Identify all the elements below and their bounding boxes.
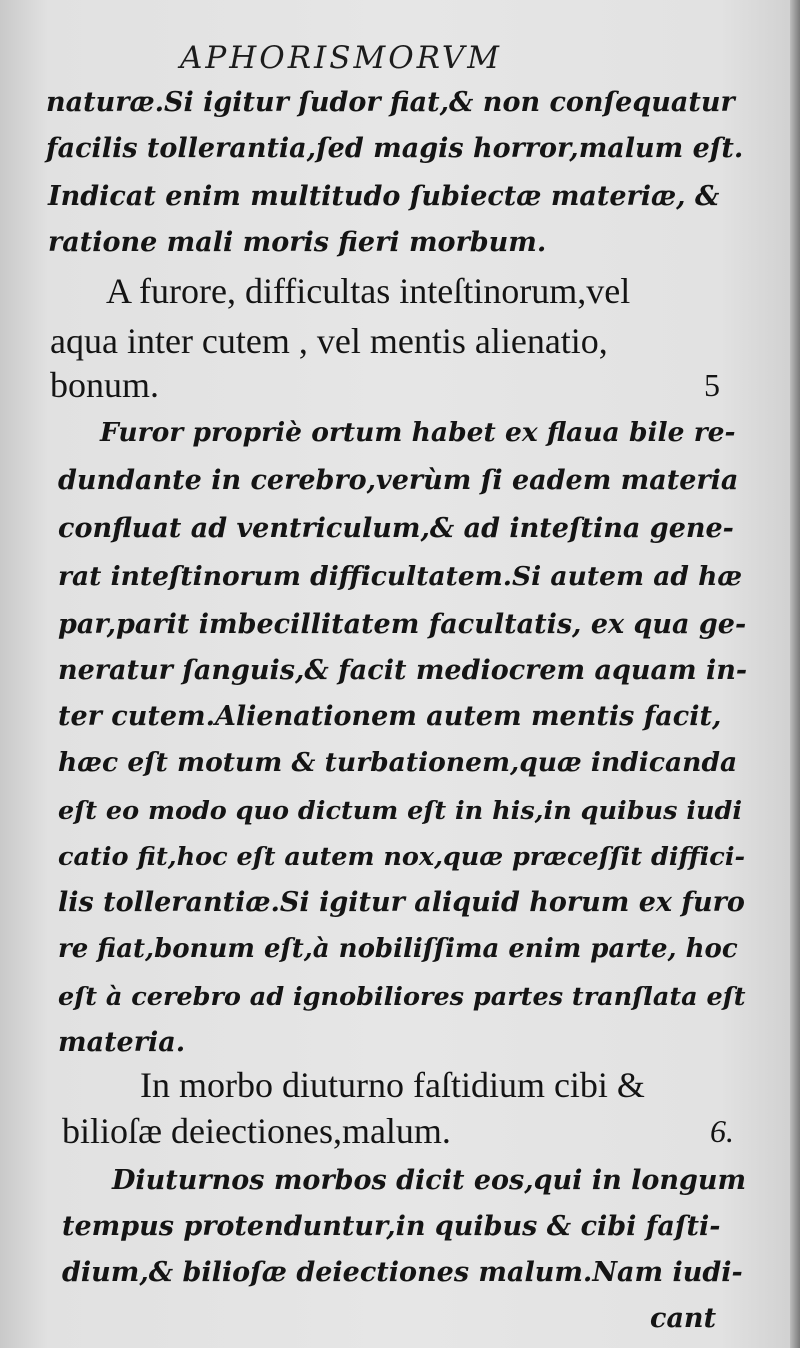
text-line: confluat ad ventriculum,& ad inteſtina gene- [58,513,734,544]
text-line: lis tollerantiæ.Si igitur aliquid horum ex furo [58,887,745,918]
text-line: Indicat enim multitudo ſubiectæ materiæ, & [48,181,720,212]
text-line: tempus protenduntur,in quibus & cibi faſti- [62,1211,721,1242]
text-line: eſt eo modo quo dictum eſt in his,in quibus iudi [58,796,743,826]
text-line: dium,& bilioſæ deiectiones malum.Nam iudi- [62,1257,743,1288]
text-line: re fiat,bonum eſt,à nobiliſſima enim parte, hoc [58,934,738,964]
text-line: dundante in cerebro,verùm ſi eadem materia [58,465,739,496]
catchword: cant [650,1303,717,1334]
text-line: rat inteſtinorum difficultatem.Si autem ad hæ [58,561,743,592]
running-head: APHORISMORVM [180,40,503,76]
text-line: ter cutem.Alienationem autem mentis facit, [58,701,722,732]
text-line: eſt à cerebro ad ignobiliores partes tranſlata eſt [58,982,746,1012]
text-line: par,parit imbecillitatem facultatis, ex qua ge- [58,609,747,640]
aphorism-number: 6. [710,1113,734,1149]
text-line: neratur ſanguis,& facit mediocrem aquam in- [58,655,748,686]
text-line: materia. [58,1027,186,1058]
text-line: Furor propriè ortum habet ex flaua bile re- [100,417,736,448]
aphorism-line: aqua inter cutem , vel mentis alienatio, [50,321,608,361]
aphorism-number: 5 [704,367,720,403]
aphorism-line: In morbo diuturno faſtidium cibi & [140,1065,645,1105]
aphorism-line: bonum. [50,365,160,405]
text-line: catio fit,hoc eſt autem nox,quæ præceſſit diffici- [58,842,746,872]
text-line: naturæ.Si igitur ſudor fiat,& non conſequatur [46,87,735,118]
aphorism-line: bilioſæ deiectiones,malum. [62,1111,451,1151]
text-line: hæc eſt motum & turbationem,quæ indicanda [58,747,738,778]
page-edge-shadow [790,0,800,1348]
text-line: facilis tollerantia,ſed magis horror,malum eſt. [46,133,744,164]
text-line: ratione mali moris fieri morbum. [48,227,547,258]
text-line: Diuturnos morbos dicit eos,qui in longum [112,1165,747,1196]
aphorism-line: A furore, difficultas inteſtinorum,vel [106,271,631,311]
